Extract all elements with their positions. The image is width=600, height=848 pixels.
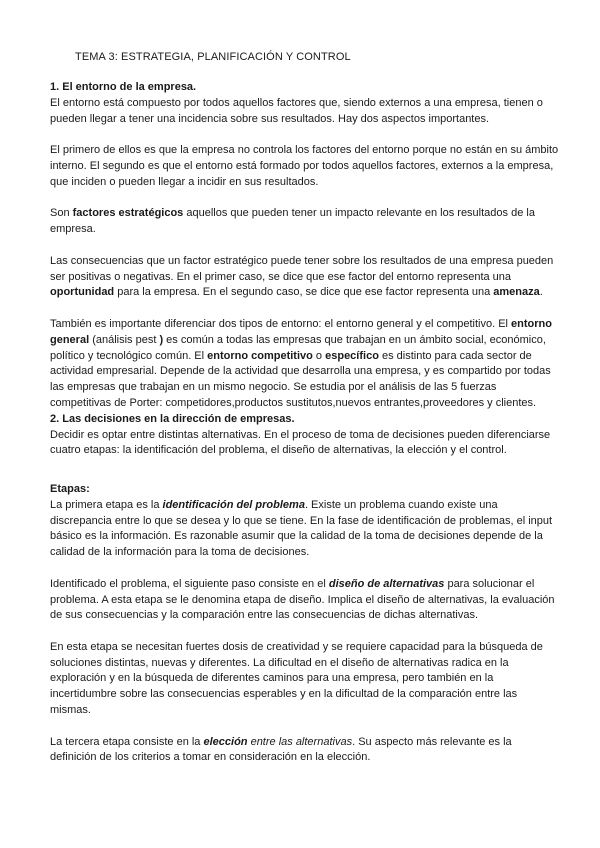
paragraph: Identificado el problema, el siguiente paso consiste en el diseño de alternativas para solucionar el problema. A esta etapa se le denomina etapa de diseño. Implica el diseño de alternativas, la evaluación de sus consecuencias y la comparación entre las consecuencias de dichas alternativas.	[50, 577, 555, 622]
paragraph: Las consecuencias que un factor estratégico puede tener sobre los resultados de una empresa pueden ser positivas o negativas. En el primer caso, se dice que ese factor del entorno representa una oportunidad para la empresa. En el segundo caso, se dice que ese factor representa una amenaza.	[50, 254, 554, 299]
document-title: TEMA 3: ESTRATEGIA, PLANIFICACIÓN Y CONTROL	[75, 51, 351, 63]
term-eleccion: elección	[203, 735, 248, 748]
paragraph: Son factores estratégicos aquellos que pueden tener un impacto relevante en los resultados de la empresa.	[50, 207, 535, 236]
term-identificacion-del-problema: identificación del problema	[162, 498, 305, 511]
paragraph: En esta etapa se necesitan fuertes dosis de creatividad y se requiere capacidad para la búsqueda de soluciones distintas, nuevas y diferentes. La dificultad en el diseño de alternativas radica en la exploración y en la búsqueda de diferentes caminos para una empresa, pero también en la incertidumbre sobre las consecuencias esperables y en la dificultad de la comparación entre las mismas.	[50, 640, 543, 717]
paragraph: También es importante diferenciar dos tipos de entorno: el entorno general y el competitivo. El entorno general (análisis pest ) es común a todas las empresas que trabajan en un ámbito social, económico, político y tecnológico común. El entorno competitivo o específico es distinto para cada sector de actividad empresarial. Depende de la actividad que desarrolla una empresa, y es compartido por todas las empresas que trabajan en un mismo negocio. Se estudia por el análisis de las 5 fuerzas competitivas de Porter: competidores,productos sustitutos,nuevos entrantes,proveedores y clientes.	[50, 317, 552, 409]
paragraph: La tercera etapa consiste en la elección entre las alternativas. Su aspecto más relevante es la definición de los criterios a tomar en consideración en la elección.	[50, 735, 512, 764]
term-especifico: específico	[325, 349, 379, 362]
document-body	[50, 80, 560, 766]
paragraph: El entorno está compuesto por todos aquellos factores que, siendo externos a una empresa, tienen o pueden llegar a tener una incidencia sobre sus resultados. Hay dos aspectos importantes.	[50, 96, 543, 125]
term-oportunidad: oportunidad	[50, 286, 115, 299]
paragraph: Decidir es optar entre distintas alternativas. En el proceso de toma de decisiones pueden diferenciarse cuatro etapas: la identificación del problema, el diseño de alternativas, la elección y el control.	[50, 428, 551, 457]
section-1-heading: 1. El entorno de la empresa.	[50, 81, 197, 93]
term-factores-estrategicos: factores estratégicos	[72, 207, 184, 220]
term-diseno-de-alternativas: diseño de alternativas	[328, 577, 445, 590]
etapas-heading: Etapas:	[50, 482, 90, 495]
section-2-heading: 2. Las decisiones en la dirección de empresas.	[50, 412, 295, 425]
paragraph: El primero de ellos es que la empresa no controla los factores del entorno porque no están en su ámbito interno. El segundo es que el entorno está formado por todos aquellos factores, externos a la empresa, que inciden o pueden llegar a incidir en sus resultados.	[50, 144, 559, 188]
term-entorno-general: entorno general	[50, 317, 552, 346]
term-entorno-competitivo: entorno competitivo	[207, 349, 313, 362]
paragraph: La primera etapa es la identificación del problema. Existe un problema cuando existe una discrepancia entre lo que se desea y lo que se tiene. En la fase de identificación de problemas, el input básico es la información. Es razonable asumir que la calidad de la toma de decisiones depende de la calidad de la información para la toma de decisiones.	[50, 498, 553, 559]
term-amenaza: amenaza	[493, 286, 540, 299]
